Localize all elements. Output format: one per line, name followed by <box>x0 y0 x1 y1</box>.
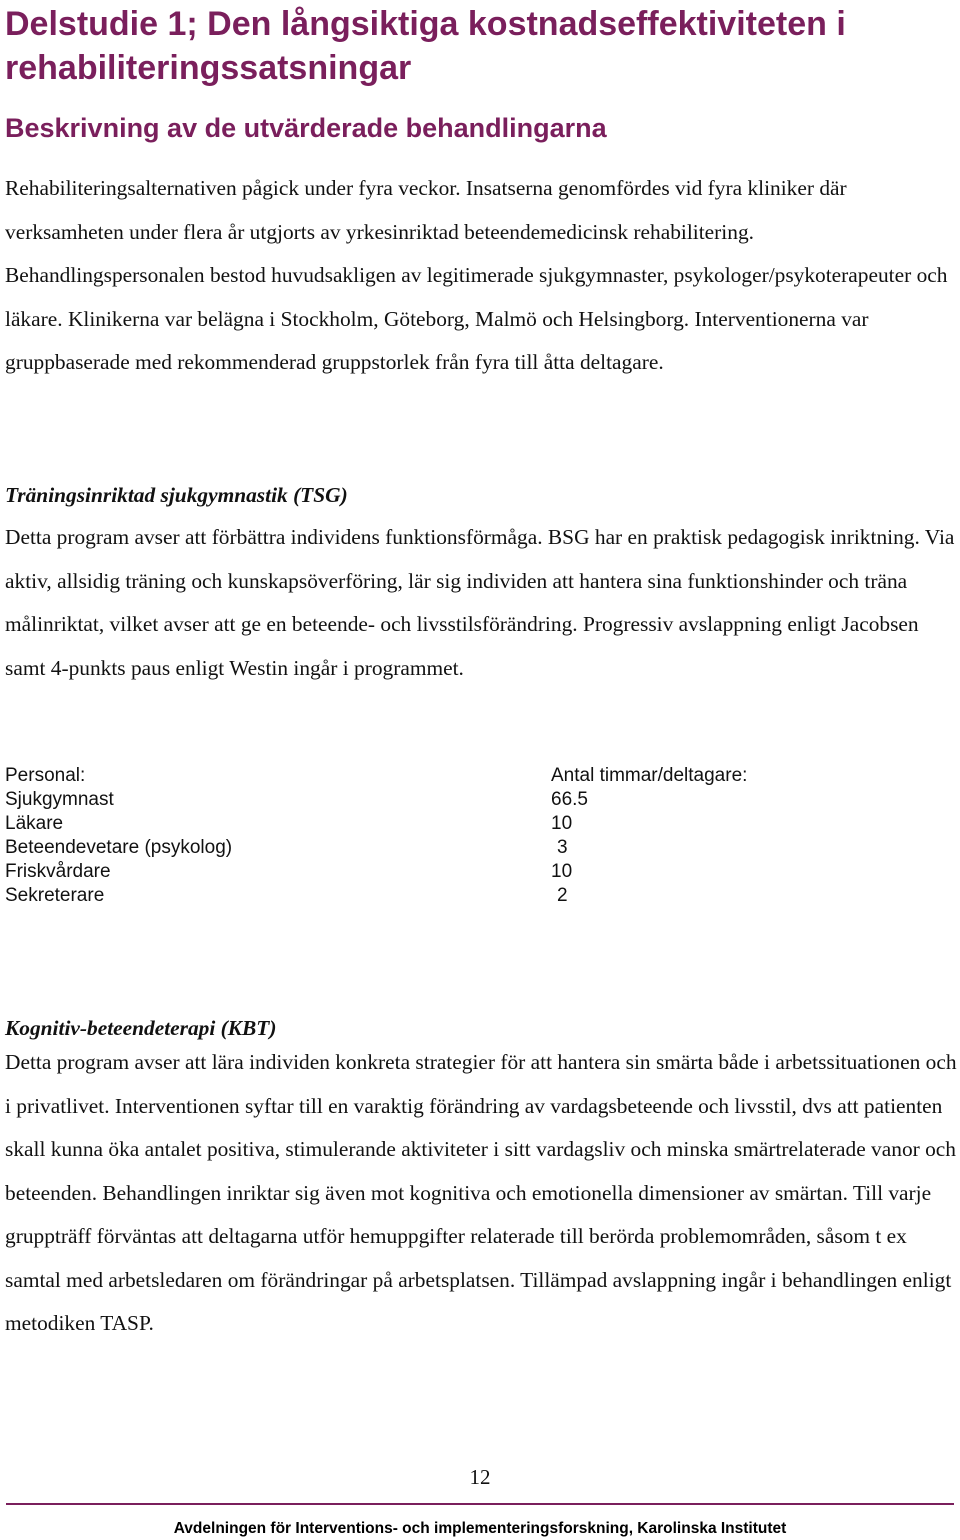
staff-header-row <box>5 764 805 788</box>
staff-row <box>5 884 805 908</box>
kbt-heading: Kognitiv-beteendeterapi (KBT) <box>5 1016 277 1040</box>
staff-hours: 3 <box>557 837 568 858</box>
staff-role: Beteendevetare (psykolog) <box>5 837 233 858</box>
intro-paragraph: Rehabiliteringsalternativen pågick under fyra veckor. Insatserna genomfördes vid fyra kliniker där verksamheten under flera år utgjorts av yrkesinriktad beteendemedicinsk rehabilitering. Behandlingspersonalen bestod huvudsakligen av legitimerade sjukgymnaster, psykologer/psykoterapeuter och läkare. Klinikerna var belägna i Stockholm, Göteborg, Malmö och Helsingborg. Interventionerna var gruppbaserade med rekommenderad gruppstorlek från fyra till åtta deltagare. <box>5 176 948 374</box>
staff-hours: 2 <box>557 885 568 906</box>
staff-role: Läkare <box>5 813 64 834</box>
staff-row <box>5 812 805 836</box>
footer-institution: Avdelningen för Interventions- och implementeringsforskning, Karolinska Institutet <box>173 1520 787 1537</box>
staff-row <box>5 860 805 884</box>
staff-role: Sjukgymnast <box>5 789 114 810</box>
page-number: 12 <box>469 1465 491 1489</box>
staff-role: Friskvårdare <box>5 861 111 882</box>
staff-row <box>5 836 805 860</box>
footer-divider <box>6 1503 954 1505</box>
tsg-heading: Träningsinriktad sjukgymnastik (TSG) <box>5 483 348 507</box>
staff-hours: 66.5 <box>551 789 588 810</box>
section-subtitle: Beskrivning av de utvärderade behandlingarna <box>5 113 607 143</box>
kbt-paragraph: Detta program avser att lära individen konkreta strategier för att hantera sin smärta både i arbetssituationen och i privatlivet. Interventionen syftar till en varaktig förändring av vardagsbeteende och livsstil, dvs att patienten skall kunna öka antalet positiva, stimulerande aktiviteter i sitt vardagsliv och minska smärtrelaterade vanor och beteenden. Behandlingen inriktar sig även mot kognitiva och emotionella dimensioner av smärtan. Till varje gruppträff förväntas att deltagarna utför hemuppgifter relaterade till berörda problemområden, såsom t ex samtal med arbetsledaren om förändringar på arbetsplatsen. Tillämpad avslappning ingår i behandlingen enligt metodiken TASP. <box>5 1050 957 1335</box>
tsg-paragraph: Detta program avser att förbättra individens funktionsförmåga. BSG har en praktisk pedagogisk inriktning. Via aktiv, allsidig träning och kunskapsöverföring, lär sig individen att hantera sina funktionshinder och träna målinriktat, vilket avser att ge en beteende- och livsstilsförändring. Progressiv avslappning enligt Jacobsen samt 4-punkts paus enligt Westin ingår i programmet. <box>5 525 955 680</box>
staff-header-hours: Antal timmar/deltagare: <box>551 765 748 786</box>
staff-role: Sekreterare <box>5 885 105 906</box>
staff-header-role: Personal: <box>5 765 86 786</box>
staff-hours: 10 <box>551 861 573 882</box>
page-title: Delstudie 1; Den långsiktiga kostnadseffektiviteten i rehabiliteringssatsningar <box>5 5 846 87</box>
staff-hours: 10 <box>551 813 573 834</box>
staff-hours-table <box>5 764 805 908</box>
staff-row <box>5 788 805 812</box>
